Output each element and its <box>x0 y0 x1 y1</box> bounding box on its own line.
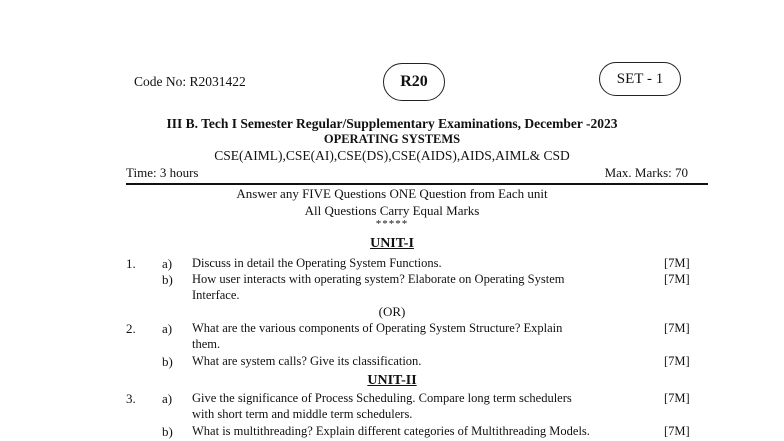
question-1-number: 1. <box>126 256 136 271</box>
question-1b-marks: [7M] <box>664 272 690 286</box>
question-1b-text-line2: Interface. <box>192 288 240 302</box>
question-2a-text-line1: What are the various components of Operating System Structure? Explain <box>192 321 563 335</box>
max-marks-label: Max. Marks: 70 <box>604 165 688 180</box>
code-number: Code No: R2031422 <box>134 74 246 89</box>
or-separator: (OR) <box>378 304 406 319</box>
exam-title: III B. Tech I Semester Regular/Supplementary Examinations, December -2023 <box>166 116 618 131</box>
question-3b-marks: [7M] <box>664 424 690 438</box>
stars-separator: ***** <box>375 218 409 230</box>
subject-title: OPERATING SYSTEMS <box>323 132 461 146</box>
question-3a-marks: [7M] <box>664 391 690 405</box>
question-3a-text-line1: Give the significance of Process Scheduling. Compare long term schedulers <box>192 391 572 405</box>
unit-2-heading: UNIT-II <box>367 373 417 388</box>
time-label: Time: 3 hours <box>126 165 199 180</box>
question-2b-label: b) <box>162 354 173 369</box>
question-1a-marks: [7M] <box>664 256 690 270</box>
question-3-number: 3. <box>126 391 136 406</box>
question-1b-label: b) <box>162 272 173 287</box>
instruction-line-1: Answer any FIVE Questions ONE Question from Each unit <box>236 186 548 201</box>
question-1a-label: a) <box>162 256 173 271</box>
regulation-badge: R20 <box>383 63 445 101</box>
question-2b-text: What are system calls? Give its classification. <box>192 354 422 368</box>
question-3a-text-line2: with short term and middle term schedulers. <box>192 407 413 421</box>
question-2-number: 2. <box>126 321 136 336</box>
question-3a-label: a) <box>162 391 173 406</box>
branches-line: CSE(AIML),CSE(AI),CSE(DS),CSE(AIDS),AIDS,AIML& CSD <box>214 148 570 163</box>
set-badge: SET - 1 <box>599 62 681 96</box>
question-1b-text-line1: How user interacts with operating system? Elaborate on Operating System <box>192 272 565 286</box>
question-2a-text-line2: them. <box>192 337 221 351</box>
question-3b-label: b) <box>162 424 173 439</box>
question-2b-marks: [7M] <box>664 354 690 368</box>
question-3b-text: What is multithreading? Explain different categories of Multithreading Models. <box>192 424 590 438</box>
question-2a-marks: [7M] <box>664 321 690 335</box>
question-2a-label: a) <box>162 321 173 336</box>
header-divider <box>126 183 708 185</box>
instruction-line-2: All Questions Carry Equal Marks <box>304 203 480 218</box>
question-1a-text: Discuss in detail the Operating System Functions. <box>192 256 442 270</box>
unit-1-heading: UNIT-I <box>370 236 414 251</box>
